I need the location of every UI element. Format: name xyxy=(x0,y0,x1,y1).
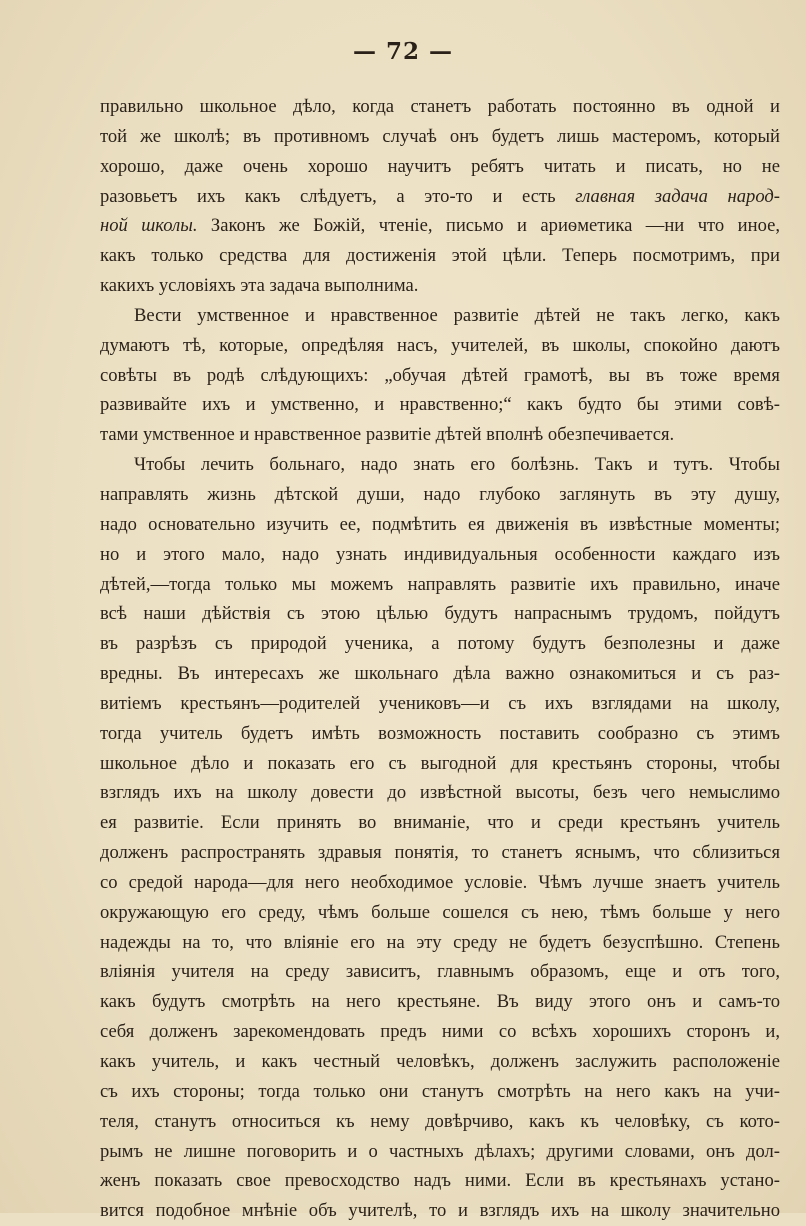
text-line: но и этого мало, надо узнать индивидуальныя особенности каждаго изъ xyxy=(100,543,780,565)
text-line: той же школѣ; въ противномъ случаѣ онъ будетъ лишь мастеромъ, который xyxy=(100,125,780,147)
text-line: теля, станутъ относиться къ нему довѣрчиво, какъ къ человѣку, съ кото- xyxy=(100,1110,780,1132)
text-line: женъ показать свое превосходство надъ ними. Если въ крестьянахъ устано- xyxy=(100,1170,780,1192)
body-text xyxy=(100,92,780,1226)
text-line: ея развитіе. Если принять во вниманіе, что и среди крестьянъ учитель xyxy=(100,812,780,834)
emphasis-text: главная задача народ- xyxy=(575,185,780,207)
text-line: вится подобное мнѣніе объ учителѣ, то и взглядъ ихъ на школу значительно xyxy=(100,1200,780,1222)
text-line: тогда учитель будетъ имѣть возможность поставить сообразно съ этимъ xyxy=(100,722,780,744)
text-line: развивайте ихъ и умственно, и нравственно;“ какъ будто бы этими совѣ- xyxy=(100,394,780,416)
text-line: Чтобы лечить больнаго, надо знать его болѣзнь. Такъ и тутъ. Чтобы xyxy=(134,454,780,476)
text-line: дѣтей,—тогда только мы можемъ направлять развитіе ихъ правильно, иначе xyxy=(100,573,780,595)
text-line: въ разрѣзъ съ природой ученика, а потому будутъ безполезны и даже xyxy=(100,633,780,655)
text-run: Законъ же Божій, чтеніе, письмо и ариѳметика —ни что иное, xyxy=(197,215,780,237)
text-line: какъ только средства для достиженія этой цѣли. Теперь посмотримъ, при xyxy=(100,245,780,267)
emphasis-text: ной школы. xyxy=(100,215,198,237)
text-line: школьное дѣло и показать его съ выгодной для крестьянъ стороны, чтобы xyxy=(100,752,780,774)
text-line xyxy=(100,182,780,212)
text-line: правильно школьное дѣло, когда станетъ работать постоянно въ одной и xyxy=(100,96,780,117)
text-line: направлять жизнь дѣтской души, надо глубоко заглянуть въ эту душу, xyxy=(100,483,780,505)
text-line: долженъ распространять здравыя понятія, то станетъ яснымъ, что сблизиться xyxy=(100,842,780,864)
text-line: рымъ не лишне поговорить и о частныхъ дѣлахъ; другими словами, онъ дол- xyxy=(100,1140,780,1162)
text-line: думаютъ тѣ, которые, опредѣляя насъ, учителей, въ школы, спокойно даютъ xyxy=(100,334,780,356)
text-line: надежды на то, что вліяніе его на эту среду не будетъ безуспѣшно. Степень xyxy=(100,931,780,953)
text-line xyxy=(100,211,780,241)
text-line: витіемъ крестьянъ—родителей учениковъ—и съ ихъ взглядами на школу, xyxy=(100,692,780,714)
text-line: взглядъ ихъ на школу довести до извѣстной высоты, безъ чего немыслимо xyxy=(100,782,780,804)
text-line: всѣ наши дѣйствія съ этою цѣлью будутъ напраснымъ трудомъ, пойдутъ xyxy=(100,603,780,625)
text-line: съ ихъ стороны; тогда только они станутъ смотрѣть на него какъ на учи- xyxy=(100,1080,780,1102)
text-line: вліянія учителя на среду зависитъ, главнымъ образомъ, еще и отъ того, xyxy=(100,961,780,983)
text-line: какъ учитель, и какъ честный человѣкъ, долженъ заслужить расположеніе xyxy=(100,1051,780,1072)
text-line: Вести умственное и нравственное развитіе дѣтей не такъ легко, какъ xyxy=(134,304,780,326)
page-number: — 72 — xyxy=(352,38,454,65)
text-line: со средой народа—для него необходимое условіе. Чѣмъ лучше знаетъ учитель xyxy=(100,871,780,893)
text-run: разовьетъ ихъ какъ слѣдуетъ, а это-то и есть xyxy=(100,185,576,207)
text-line: какихъ условіяхъ эта задача выполнима. xyxy=(100,275,419,297)
text-line: себя долженъ зарекомендовать предъ ними со всѣхъ хорошихъ сторонъ и, xyxy=(100,1021,780,1043)
text-line: какъ будутъ смотрѣть на него крестьяне. Въ виду этого онъ и самъ-то xyxy=(100,991,780,1013)
text-line: хорошо, даже очень хорошо научитъ ребятъ читать и писать, но не xyxy=(100,155,780,177)
text-line: вредны. Въ интересахъ же школьнаго дѣла важно ознакомиться и съ раз- xyxy=(100,663,780,685)
text-line: тами умственное и нравственное развитіе дѣтей вполнѣ обезпечивается. xyxy=(100,424,675,446)
text-line: совѣты въ родѣ слѣдующихъ: „обучая дѣтей грамотѣ, вы въ тоже время xyxy=(100,364,780,386)
text-line: надо основательно изучить ее, подмѣтить ея движенія въ извѣстные моменты; xyxy=(100,513,780,535)
text-line: окружающую его среду, чѣмъ больше сошелся съ нею, тѣмъ больше у него xyxy=(100,901,780,923)
